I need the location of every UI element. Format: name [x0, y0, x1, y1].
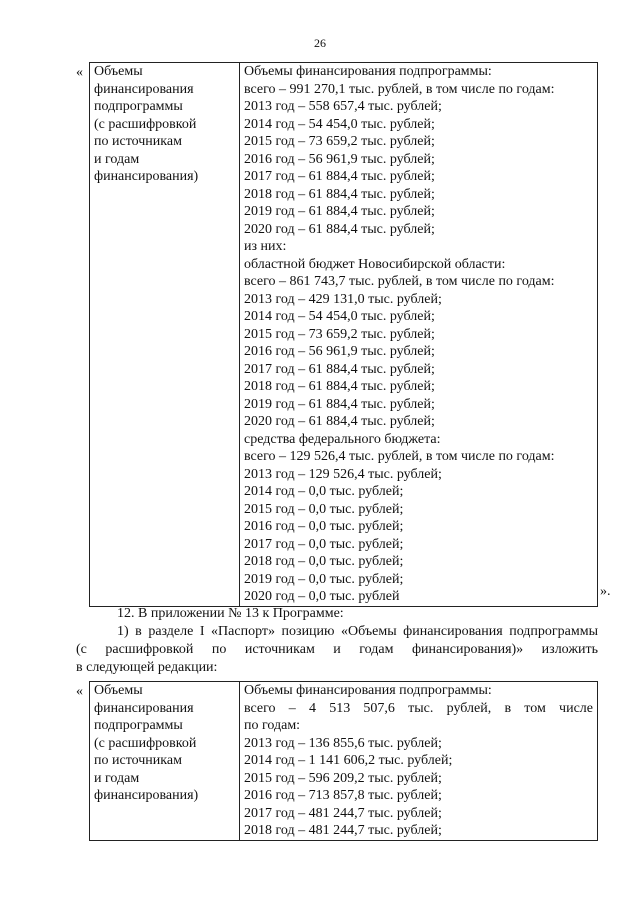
label-line: Объемы — [94, 64, 143, 79]
funding-label-cell — [90, 682, 240, 841]
amendment-text-line-1: 1) в разделе I «Паспорт» позицию «Объемы финансирования подпрограммы — [117, 624, 598, 639]
funding-line: 2017 год – 481 244,7 тыс. рублей; — [244, 805, 442, 821]
funding-line: 2016 год – 713 857,8 тыс. рублей; — [244, 788, 442, 803]
funding-line: 2013 год – 136 855,6 тыс. рублей; — [244, 735, 442, 751]
label-line: подпрограммы — [94, 99, 183, 114]
table-row — [90, 682, 598, 841]
funding-table-2 — [89, 681, 598, 841]
funding-line: всего – 861 743,7 тыс. рублей, в том числе по годам: — [244, 274, 555, 289]
amendment-text-line-3: в следующей редакции: — [76, 660, 218, 675]
funding-line: 2014 год – 0,0 тыс. рублей; — [244, 484, 404, 499]
amendment-text-line-2: (с расшифровкой по источникам и годам финансирования)» изложить — [76, 642, 598, 657]
funding-line: 2013 год – 429 131,0 тыс. рублей; — [244, 291, 442, 307]
funding-details-cell — [240, 682, 598, 841]
funding-line: 2015 год – 596 209,2 тыс. рублей; — [244, 770, 442, 786]
funding-line: 2016 год – 0,0 тыс. рублей; — [244, 519, 404, 534]
funding-line: 2015 год – 73 659,2 тыс. рублей; — [244, 134, 435, 149]
label-line: (с расшифровкой — [94, 735, 197, 751]
funding-line: 2019 год – 61 884,4 тыс. рублей; — [244, 396, 435, 412]
funding-line: из них: — [244, 239, 287, 254]
funding-line: 2017 год – 0,0 тыс. рублей; — [244, 536, 404, 552]
funding-line: 2014 год – 54 454,0 тыс. рублей; — [244, 116, 435, 132]
funding-line: 2018 год – 61 884,4 тыс. рублей; — [244, 186, 435, 202]
funding-line: 2019 год – 0,0 тыс. рублей; — [244, 571, 404, 587]
funding-line: средства федерального бюджета: — [244, 431, 441, 447]
label-line: по источникам — [94, 753, 182, 768]
funding-line: 2020 год – 61 884,4 тыс. рублей; — [244, 414, 435, 429]
funding-line: всего – 991 270,1 тыс. рублей, в том числе по годам: — [244, 81, 555, 97]
funding-line: 2014 год – 54 454,0 тыс. рублей; — [244, 309, 435, 324]
funding-table-1 — [89, 62, 598, 607]
funding-line: 2020 год – 61 884,4 тыс. рублей; — [244, 221, 435, 237]
label-line: финансирования — [94, 700, 194, 716]
funding-line: 2013 год – 558 657,4 тыс. рублей; — [244, 99, 442, 114]
funding-details-cell — [240, 63, 598, 607]
opening-quote-mark: « — [76, 65, 83, 80]
funding-line: 2015 год – 0,0 тыс. рублей; — [244, 501, 404, 517]
opening-quote-mark-2: « — [76, 684, 83, 699]
funding-line: по годам: — [244, 718, 301, 733]
table-row — [90, 63, 598, 607]
funding-line: всего – 129 526,4 тыс. рублей, в том числе по годам: — [244, 449, 555, 464]
funding-line: Объемы финансирования подпрограммы: — [244, 683, 492, 698]
funding-line: 2017 год – 61 884,4 тыс. рублей; — [244, 361, 435, 377]
page-number: 26 — [314, 36, 326, 50]
funding-line: Объемы финансирования подпрограммы: — [244, 64, 492, 79]
funding-line: областной бюджет Новосибирской области: — [244, 256, 506, 272]
label-line: финансирования — [94, 81, 194, 97]
closing-quote-mark: ». — [600, 584, 611, 599]
label-line: и годам — [94, 151, 140, 167]
funding-line: 2018 год – 0,0 тыс. рублей; — [244, 554, 404, 569]
funding-line: 2015 год – 73 659,2 тыс. рублей; — [244, 326, 435, 342]
funding-line: 2018 год – 481 244,7 тыс. рублей; — [244, 823, 442, 838]
label-line: подпрограммы — [94, 718, 183, 733]
funding-line: 2013 год – 129 526,4 тыс. рублей; — [244, 466, 442, 482]
item-12-text: 12. В приложении № 13 к Программе: — [117, 606, 344, 621]
funding-line: 2016 год – 56 961,9 тыс. рублей; — [244, 151, 435, 167]
funding-line: 2020 год – 0,0 тыс. рублей — [244, 589, 400, 604]
label-line: (с расшифровкой — [94, 116, 197, 132]
funding-line: 2014 год – 1 141 606,2 тыс. рублей; — [244, 753, 453, 768]
label-line: финансирования) — [94, 788, 199, 803]
funding-line: 2016 год – 56 961,9 тыс. рублей; — [244, 344, 435, 359]
funding-total-line: всего – 4 513 507,6 тыс. рублей, в том числе — [244, 700, 593, 716]
funding-line: 2018 год – 61 884,4 тыс. рублей; — [244, 379, 435, 394]
label-line: Объемы — [94, 683, 143, 698]
funding-label-cell — [90, 63, 240, 607]
funding-line: 2017 год – 61 884,4 тыс. рублей; — [244, 169, 435, 184]
label-line: и годам — [94, 770, 140, 786]
label-line: финансирования) — [94, 169, 199, 184]
label-line: по источникам — [94, 134, 182, 149]
funding-line: 2019 год – 61 884,4 тыс. рублей; — [244, 204, 435, 219]
